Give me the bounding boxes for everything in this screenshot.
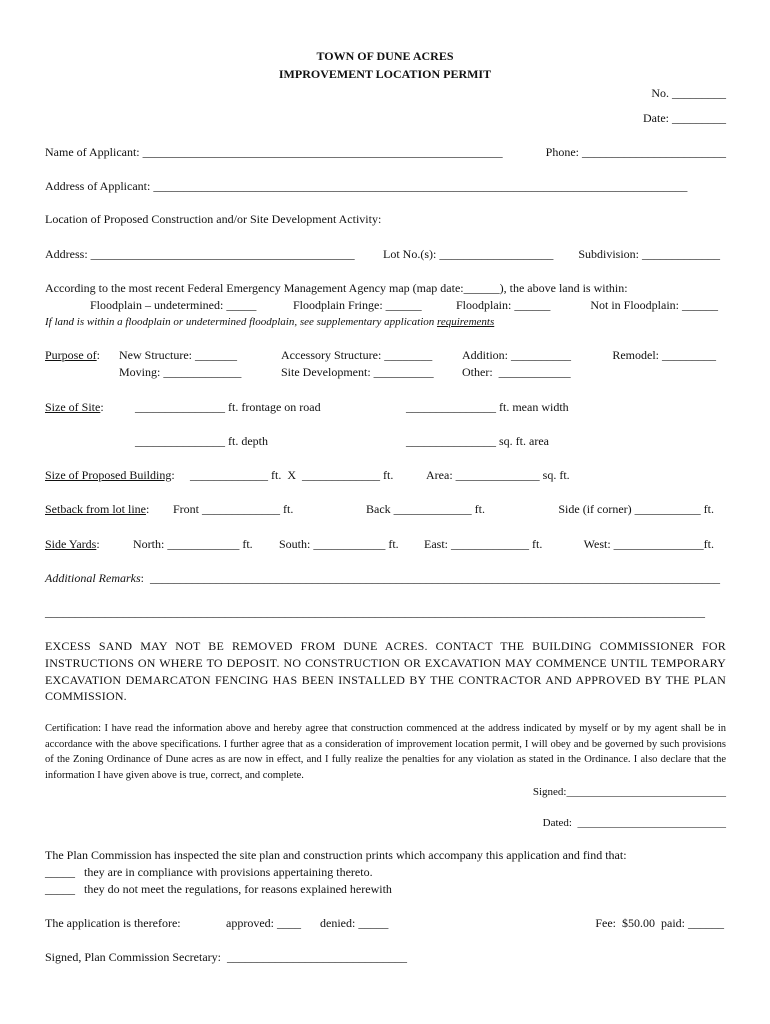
new-structure-field[interactable]: New Structure: _______ (119, 348, 237, 362)
application-decision-label: The application is therefore: (45, 916, 181, 930)
purpose-label (45, 348, 100, 362)
floodplain-note (45, 315, 494, 329)
side-yards-colon: : (96, 537, 100, 551)
building-dimensions-field[interactable]: _____________ ft. X _____________ ft. (190, 468, 394, 482)
secretary-signature-field[interactable]: Signed, Plan Commission Secretary: ______________________________ (45, 950, 407, 964)
applicant-signature-field[interactable]: Signed:_____________________________ (532, 786, 726, 798)
setback-colon: : (145, 502, 150, 516)
purpose-label-text: Purpose of (45, 348, 97, 362)
floodplain-fringe-field[interactable]: Floodplain Fringe: ______ (293, 298, 422, 312)
excavation-notice: EXCESS SAND MAY NOT BE REMOVED FROM DUNE ACRES. CONTACT THE BUILDING COMMISSIONER FOR INSTRUCTIONS ON WHERE TO DEPOSIT. NO CONSTRUCTION OR EXCAVATION MAY COMMENCE UNTIL TEMPORARY EXCAVATION DEMARCATON FENCING HAS BEEN INSTALLED BY THE CONTRACTOR AND APPROVED BY THE PLAN COMMISSION. (45, 639, 726, 704)
setback-label (45, 502, 149, 516)
site-area-field[interactable]: _______________ sq. ft. area (406, 434, 549, 448)
not-in-floodplain-field[interactable]: Not in Floodplain: ______ (590, 298, 718, 312)
side-setback-field[interactable]: Side (if corner) ___________ ft. (558, 502, 714, 516)
applicant-signed-date-field[interactable]: Dated: ___________________________ (542, 817, 726, 829)
building-size-label (45, 468, 175, 482)
floodplain-field[interactable]: Floodplain: ______ (456, 298, 551, 312)
certification-text: Certification: I have read the information above and hereby agree that construction commenced at the address indicated by myself or by my agent shall be in accordance with the above specifications. I further agree that as a consideration of improvement location permit, I will obey and be governed by such provisions of the Zoning Ordinance of Dune acres as are now in effect, and I fully realize the penalties for any violation as stated in the Ordinance. I also declare that the information I have given above is true, correct, and complete. (45, 723, 726, 781)
west-yard-field[interactable]: West: _______________ft. (583, 537, 714, 551)
mean-width-field[interactable]: _______________ ft. mean width (406, 400, 569, 414)
applicant-name-field[interactable]: Name of Applicant: ____________________________________________________________ (45, 145, 503, 159)
setback-label-text: Setback from lot line (45, 502, 146, 516)
side-yards-label-text: Side Yards (45, 537, 97, 551)
side-yards-label (45, 537, 100, 551)
floodplain-note-text: If land is within a floodplain or undetermined floodplain, see supplementary application (45, 316, 437, 328)
permit-number-field[interactable]: No. _________ (651, 86, 726, 100)
lot-number-field[interactable]: Lot No.(s): ___________________ (383, 247, 554, 261)
permit-date-field[interactable]: Date: _________ (643, 111, 726, 125)
fema-map-statement[interactable]: According to the most recent Federal Emergency Management Agency map (map date:______), the above land is within: (45, 281, 628, 295)
front-setback-field[interactable]: Front _____________ ft. (173, 502, 294, 516)
noncompliance-option[interactable]: _____ they do not meet the regulations, for reasons explained herewith (45, 882, 392, 896)
size-of-site-label-text: Size of Site (45, 400, 101, 414)
depth-field[interactable]: _______________ ft. depth (135, 434, 268, 448)
purpose-colon: : (96, 348, 101, 362)
remarks-label: Additional Remarks (45, 571, 141, 585)
remarks-field[interactable] (45, 571, 720, 585)
size-of-site-label (45, 400, 104, 414)
subdivision-field[interactable]: Subdivision: _____________ (578, 247, 720, 261)
moving-field[interactable]: Moving: _____________ (119, 365, 242, 379)
size-of-site-colon: : (100, 400, 104, 414)
commission-intro: The Plan Commission has inspected the site plan and construction prints which accompany this application and find that: (45, 848, 627, 862)
building-area-field[interactable]: Area: ______________ sq. ft. (426, 468, 570, 482)
location-heading: Location of Proposed Construction and/or Site Development Activity: (45, 212, 382, 226)
east-yard-field[interactable]: East: _____________ ft. (424, 537, 543, 551)
other-field[interactable]: Other: ____________ (462, 365, 571, 379)
frontage-field[interactable]: _______________ ft. frontage on road (135, 400, 321, 414)
approved-field[interactable]: approved: ____ (226, 916, 301, 930)
form-title: TOWN OF DUNE ACRES (316, 49, 454, 63)
building-size-label-text: Size of Proposed Building (45, 468, 172, 482)
applicant-address-field[interactable]: Address of Applicant: _________________________________________________________________________________________ (45, 179, 688, 193)
back-setback-field[interactable]: Back _____________ ft. (366, 502, 485, 516)
floodplain-undetermined-field[interactable]: Floodplain – undetermined: _____ (90, 298, 257, 312)
accessory-structure-field[interactable]: Accessory Structure: ________ (281, 348, 433, 362)
building-size-colon: : (171, 468, 175, 482)
remarks-line-2[interactable]: ______________________________________________________________________________________________________________ (45, 605, 705, 619)
fee-paid-field[interactable]: Fee: $50.00 paid: ______ (595, 916, 724, 930)
compliance-option[interactable]: _____ they are in compliance with provisions appertaining thereto. (45, 865, 373, 879)
form-subtitle: IMPROVEMENT LOCATION PERMIT (278, 67, 492, 81)
remodel-field[interactable]: Remodel: _________ (612, 348, 716, 362)
south-yard-field[interactable]: South: ____________ ft. (279, 537, 399, 551)
remarks-line-1[interactable]: _______________________________________________________________________________________________ (150, 571, 720, 585)
denied-field[interactable]: denied: _____ (320, 916, 389, 930)
location-address-field[interactable]: Address: ____________________________________________ (45, 247, 355, 261)
requirements-link: requirements (437, 316, 495, 328)
addition-field[interactable]: Addition: __________ (462, 348, 572, 362)
applicant-phone-field[interactable]: Phone: ________________________ (545, 145, 726, 159)
north-yard-field[interactable]: North: ____________ ft. (133, 537, 253, 551)
site-development-field[interactable]: Site Development: __________ (281, 365, 434, 379)
remarks-colon: : (140, 571, 150, 585)
